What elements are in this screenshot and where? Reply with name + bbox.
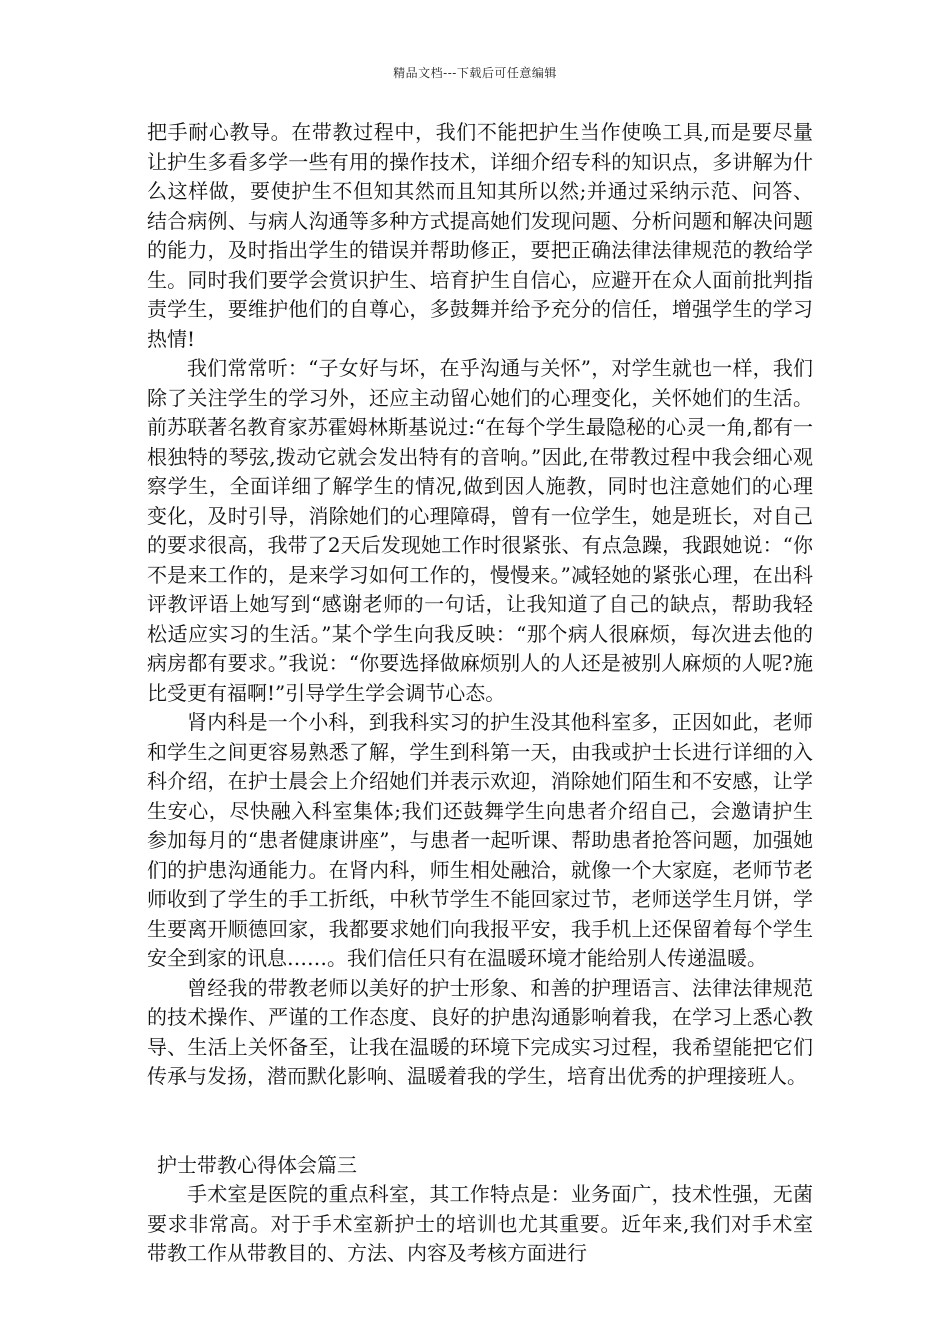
page-header: 精品文档---下载后可任意编辑: [393, 66, 557, 80]
paragraph-continued: 把手耐心教导。在带教过程中，我们不能把护生当作使唤工具,而是要尽量让护生多看多学一些有用的操作技术，详细介绍专科的知识点，多讲解为什么这样做，要使护生不但知其然而且知其所以然;并通过采纳示范、问答、结合病例、与病人沟通等多种方式提高她们发现问题、分析问题和解决问题的能力，及时指出学生的错误并帮助修正，要把正确法律法律规范的教给学生。同时我们要学会赏识护生、培育护生自信心，应避开在众人面前批判指责学生，要维护他们的自尊心，多鼓舞并给予充分的信任，增强学生的学习热情!: [147, 120, 813, 351]
paragraph-closing: 曾经我的带教老师以美好的护士形象、和善的护理语言、法律法律规范的技术操作、严谨的工作态度、良好的护患沟通影响着我，在学习上悉心教导、生活上关怀备至，让我在温暖的环境下完成实习过程，我希望能把它们传承与发扬，潜而默化影响、温暖着我的学生，培育出优秀的护理接班人。: [147, 975, 813, 1088]
paragraph-operating-room: 手术室是医院的重点科室，其工作特点是：业务面广，技术性强，无菌要求非常高。对于手术室新护士的培训也尤其重要。近年来,我们对手术室带教工作从带教目的、方法、内容及考核方面进行: [147, 1182, 813, 1265]
document-body: [147, 118, 813, 1269]
paragraph-nephrology: 肾内科是一个小科，到我科实习的护生没其他科室多，正因如此，老师和学生之间更容易熟悉了解，学生到科第一天，由我或护士长进行详细的入科介绍，在护士晨会上介绍她们并表示欢迎，消除她们陌生和不安感，让学生安心，尽快融入科室集体;我们还鼓舞学生向患者介绍自己，会邀请护生参加每月的“患者健康讲座”，与患者一起听课、帮助患者抢答问题，加强她们的护患沟通能力。在肾内科，师生相处融洽，就像一个大家庭，老师节老师收到了学生的手工折纸，中秋节学生不能回家过节，老师送学生月饼，学生要离开顺德回家，我都要求她们向我报平安，我手机上还保留着每个学生安全到家的讯息……。我们信任只有在温暖环境才能给别人传递温暖。: [147, 710, 813, 970]
section-spacer: [147, 1092, 813, 1151]
paragraph-communication: 我们常常听：“子女好与坏，在乎沟通与关怀”，对学生就也一样，我们除了关注学生的学习外，还应主动留心她们的心理变化，关怀她们的生活。前苏联著名教育家苏霍姆林斯基说过:“在每个学生最隐秘的心灵一角,都有一根独特的琴弦,拨动它就会发出特有的音响。”因此,在带教过程中我会细心观察学生，全面详细了解学生的情况,做到因人施教，同时也注意她们的心理变化，及时引导，消除她们的心理障碍，曾有一位学生，她是班长，对自己的要求很高，我带了2天后发现她工作时很紧张、有点急躁，我跟她说：“你不是来工作的，是来学习如何工作的，慢慢来。”减轻她的紧张心理，在出科评教评语上她写到“感谢老师的一句话，让我知道了自己的缺点，帮助我轻松适应实习的生活。”某个学生向我反映：“那个病人很麻烦，每次进去他的病房都有要求。”我说：“你要选择做麻烦别人的人还是被别人麻烦的人呢?施比受更有福啊!”引导学生学会调节心态。: [147, 356, 813, 705]
section-title: 护士带教心得体会篇三: [157, 1152, 357, 1177]
